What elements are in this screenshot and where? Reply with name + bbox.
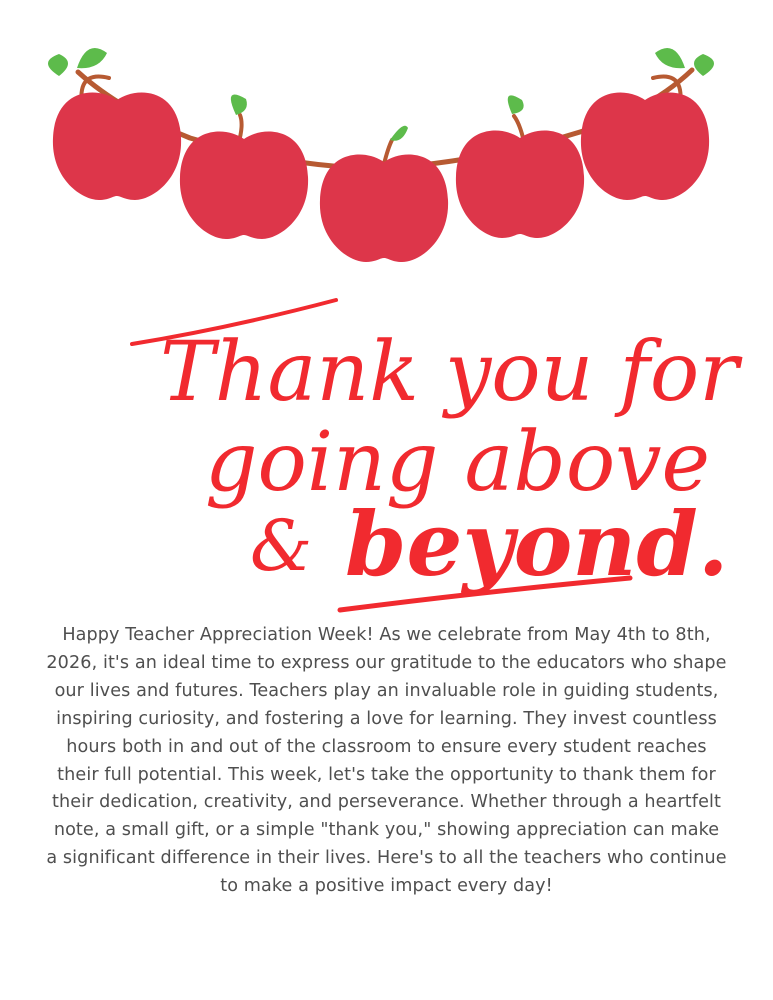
- headline-ampersand: &: [250, 505, 313, 587]
- headline-graphic: [0, 280, 773, 620]
- apple-garland-graphic: [0, 0, 773, 280]
- apple-icon: [320, 126, 448, 262]
- apple-icon: [456, 95, 584, 238]
- apple-garland: [0, 0, 773, 280]
- headline: [0, 280, 773, 620]
- appreciation-message: Happy Teacher Appreciation Week! As we celebrate from May 4th to 8th, 2026, it's an ideal time to express our gratitude to the educators who shape our lives and futures. Teachers play an invaluable role in guiding students, inspiring curiosity, and fostering a love for learning. They invest countless hours both in and out of the classroom to ensure every student reaches their full potential. This week, let's take the opportunity to thank them for their dedication, creativity, and perseverance. Whether through a heartfelt note, a small gift, or a simple "thank you," showing appreciation can make a significant difference in their lives. Here's to all the teachers who continue to make a positive impact every day!: [46, 625, 727, 897]
- headline-line-1: Thank you for: [160, 325, 739, 420]
- apple-icon: [48, 48, 181, 200]
- headline-line-3: beyond.: [345, 492, 729, 596]
- apple-icon: [180, 95, 308, 239]
- headline-line-2: going above: [205, 415, 711, 510]
